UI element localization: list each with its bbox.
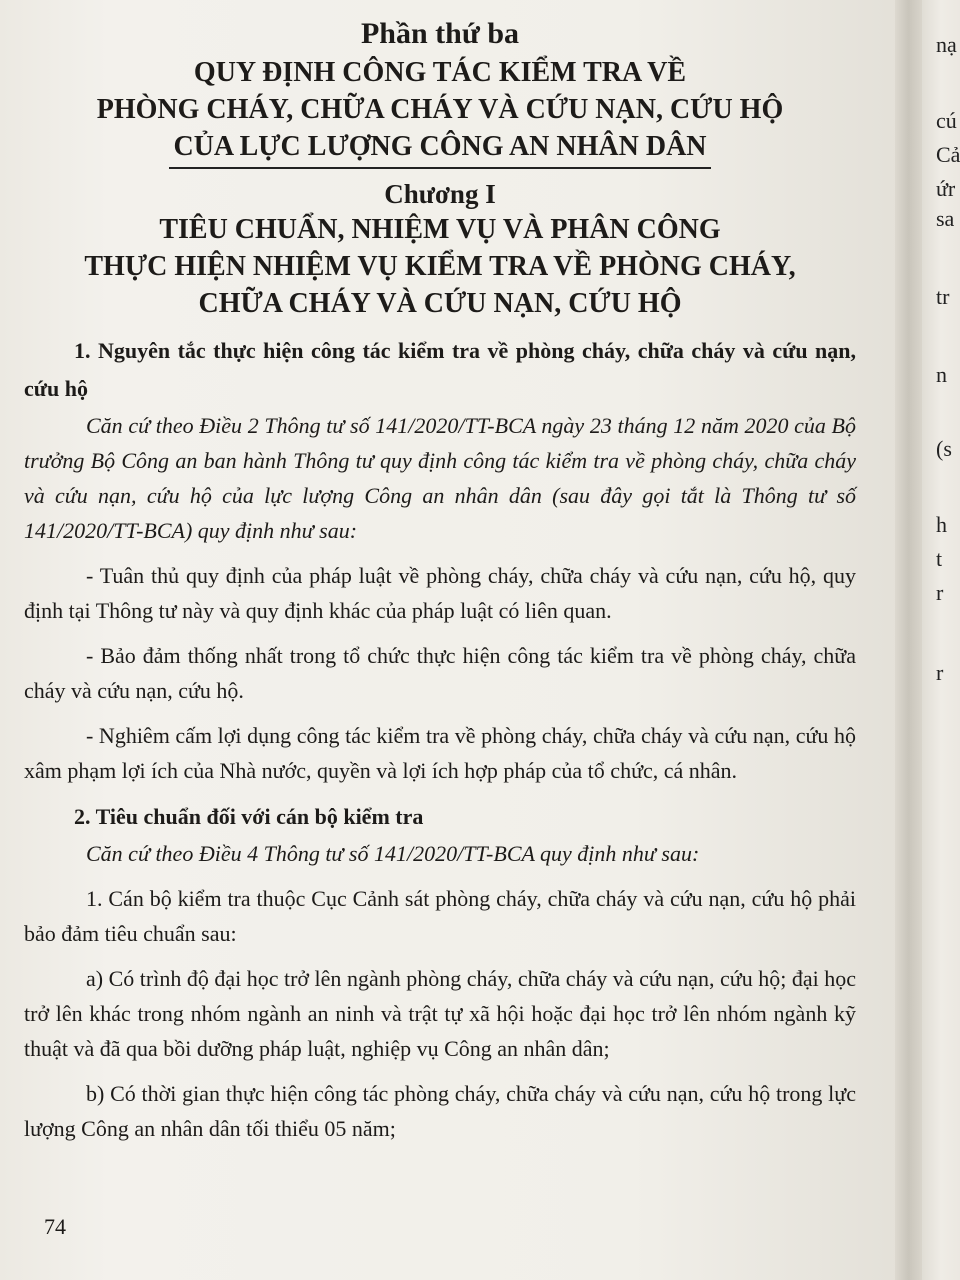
page-content	[24, 14, 856, 1146]
right-page-fragment: Cả	[936, 142, 960, 167]
right-page-fragment: tr	[936, 284, 950, 309]
chapter-heading-line-1: TIÊU CHUẨN, NHIỆM VỤ VÀ PHÂN CÔNG	[159, 214, 721, 245]
right-page-fragment: r	[936, 660, 944, 685]
right-page-fragment: nạ	[936, 32, 957, 57]
chapter-heading-line-2: THỰC HIỆN NHIỆM VỤ KIỂM TRA VỀ PHÒNG CHÁY,	[84, 251, 796, 282]
right-page-fragment: ứr	[936, 176, 956, 201]
section-1-heading: 1. Nguyên tắc thực hiện công tác kiểm tra về phòng cháy, chữa cháy và cứu nạn, cứu hộ	[24, 338, 856, 401]
section-1-intro: Căn cứ theo Điều 2 Thông tư số 141/2020/TT-BCA ngày 23 tháng 12 năm 2020 của Bộ trưởng Bộ Công an ban hành Thông tư quy định công tác kiểm tra về phòng cháy, chữa cháy và cứu nạn, cứu hộ của lực lượng Công an nhân dân (sau đây gọi tắt là Thông tư số 141/2020/TT-BCA) quy định như sau:	[24, 413, 856, 543]
right-page-fragment: h	[936, 512, 947, 537]
section-1-item: - Nghiêm cấm lợi dụng công tác kiểm tra về phòng cháy, chữa cháy và cứu nạn, cứu hộ xâm phạm lợi ích của Nhà nước, quyền và lợi ích hợp pháp của tổ chức, cá nhân.	[24, 723, 856, 783]
part-title: Phần thứ ba	[360, 17, 520, 50]
part-heading-line-3-text: CỦA LỰC LƯỢNG CÔNG AN NHÂN DÂN	[169, 128, 710, 169]
section-2-item: 1. Cán bộ kiểm tra thuộc Cục Cảnh sát phòng cháy, chữa cháy và cứu nạn, cứu hộ phải bảo đảm tiêu chuẩn sau:	[24, 886, 856, 946]
page-number: 74	[44, 1214, 66, 1239]
book-gutter	[895, 0, 925, 1280]
section-1-item: - Bảo đảm thống nhất trong tổ chức thực hiện công tác kiểm tra về phòng cháy, chữa cháy và cứu nạn, cứu hộ.	[24, 643, 856, 703]
right-page-fragment: cú	[936, 108, 957, 133]
section-2-intro: Căn cứ theo Điều 4 Thông tư số 141/2020/TT-BCA quy định như sau:	[86, 841, 700, 866]
right-page-edge	[922, 0, 960, 1280]
chapter-heading-line-3: CHỮA CHÁY VÀ CỨU NẠN, CỨU HỘ	[198, 288, 682, 319]
chapter-label: Chương I	[384, 179, 496, 209]
section-1-item: - Tuân thủ quy định của pháp luật về phòng cháy, chữa cháy và cứu nạn, cứu hộ, quy định tại Thông tư này và quy định khác của pháp luật có liên quan.	[24, 563, 856, 623]
part-heading-line-2: PHÒNG CHÁY, CHỮA CHÁY VÀ CỨU NẠN, CỨU HỘ	[96, 94, 784, 125]
right-page-fragment: n	[936, 362, 947, 387]
right-page-fragment: sa	[936, 206, 955, 231]
right-page-fragment: t	[936, 546, 943, 571]
part-heading-line-1: QUY ĐỊNH CÔNG TÁC KIỂM TRA VỀ	[193, 57, 687, 88]
right-page-fragment: r	[936, 580, 944, 605]
right-page-fragment: (s	[936, 436, 952, 461]
section-2-item: b) Có thời gian thực hiện công tác phòng cháy, chữa cháy và cứu nạn, cứu hộ trong lực lượng Công an nhân dân tối thiểu 05 năm;	[24, 1081, 856, 1141]
section-2-item: a) Có trình độ đại học trở lên ngành phòng cháy, chữa cháy và cứu nạn, cứu hộ; đại học trở lên khác trong nhóm ngành an ninh và trật tự xã hội hoặc đại học trở lên nhóm ngành kỹ thuật và đã qua bồi dưỡng pháp luật, nghiệp vụ Công an nhân dân;	[24, 966, 856, 1061]
section-2-heading: 2. Tiêu chuẩn đối với cán bộ kiểm tra	[74, 804, 424, 829]
part-heading-line-3	[24, 128, 856, 169]
